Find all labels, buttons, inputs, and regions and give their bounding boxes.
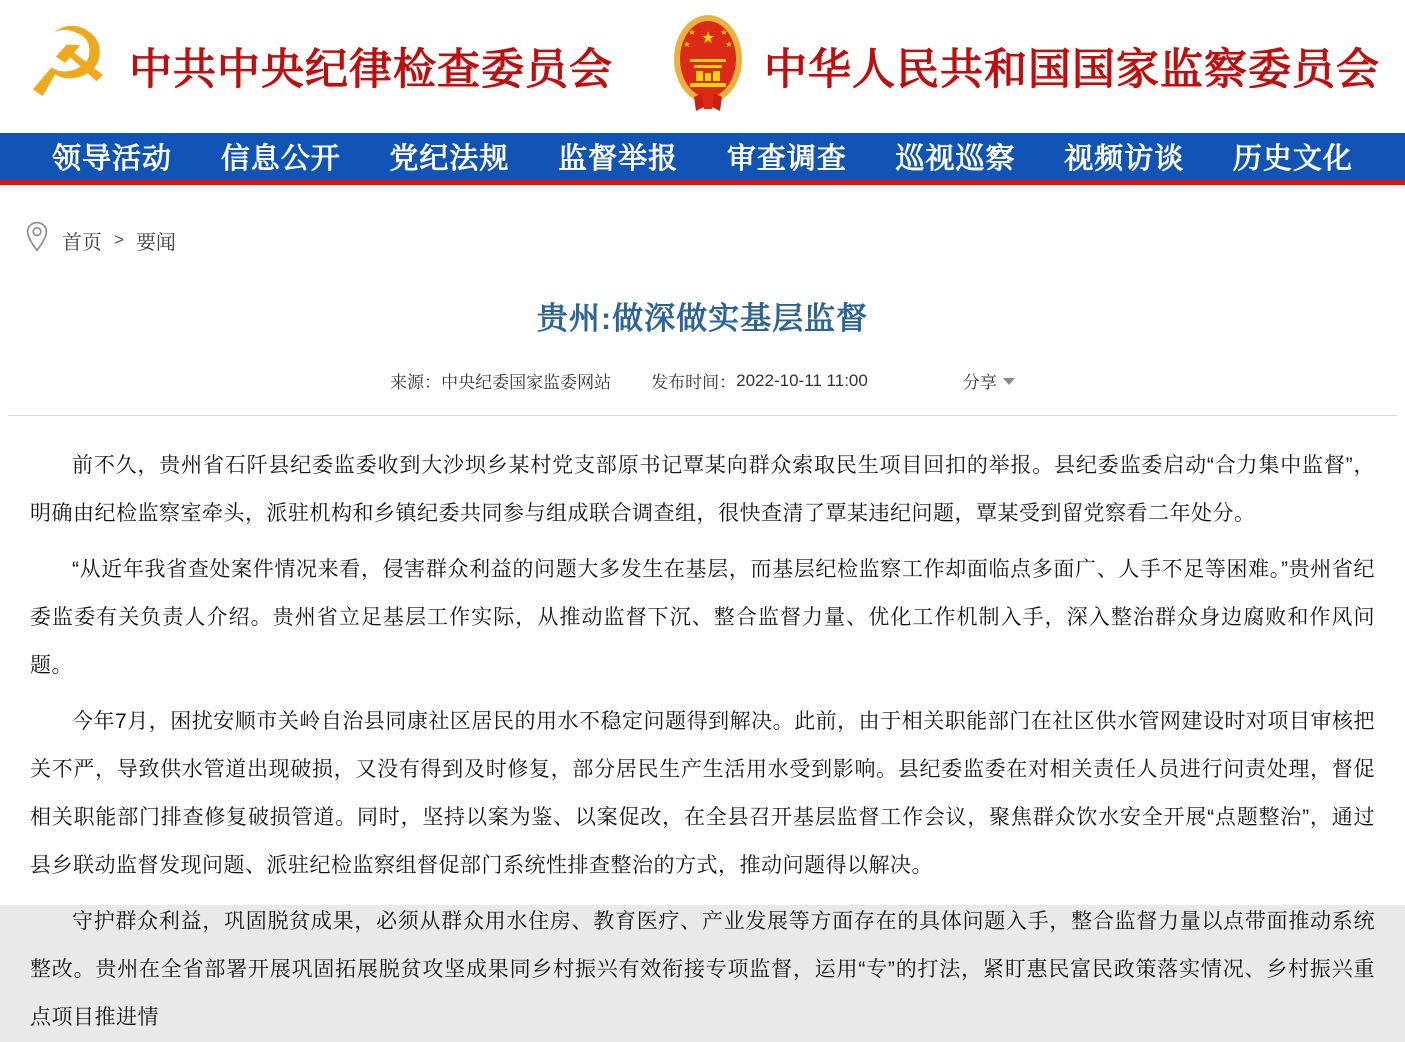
paragraph: 前不久，贵州省石阡县纪委监委收到大沙坝乡某村党支部原书记覃某向群众索取民生项目回扣的举报。县纪委监委启动“合力集中监督”，明确由纪检监察室牵头，派驻机构和乡镇纪委共同参与组成联合调查组，很快查清了覃某违纪问题，覃某受到留党察看二年处分。	[30, 454, 1375, 525]
paragraph: 守护群众利益，巩固脱贫成果，必须从群众用水住房、教育医疗、产业发展等方面存在的具体问题入手，整合监督力量以点带面推动系统整改。贵州在全省部署开展巩固拓展脱贫攻坚成果同乡村振兴有效衔接专项监督，运用“专”的打法，紧盯惠民富民政策落实情况、乡村振兴重点项目推进情	[30, 910, 1375, 1029]
article-meta	[0, 368, 1405, 393]
svg-text:★: ★	[725, 40, 733, 49]
national-emblem-icon	[670, 13, 746, 120]
svg-text:★: ★	[700, 30, 716, 47]
nsc-logo-group[interactable]	[670, 13, 1380, 120]
nav-item-supervision-report[interactable]: 监督举报	[558, 143, 679, 175]
breadcrumb	[0, 185, 1405, 259]
breadcrumb-home[interactable]: 首页	[62, 231, 102, 254]
svg-text:★: ★	[720, 28, 728, 37]
article-body	[0, 416, 1405, 1042]
source-value: 中央纪委国家监委网站	[441, 373, 612, 392]
location-pin-icon	[24, 221, 50, 259]
article	[0, 293, 1405, 1042]
ccdi-org-name: 中共中央纪律检查委员会	[129, 47, 614, 94]
main-nav	[0, 133, 1405, 185]
breadcrumb-current[interactable]: 要闻	[135, 231, 176, 254]
nav-item-inspection-tour[interactable]: 巡视巡察	[895, 143, 1016, 175]
nav-item-info-disclosure[interactable]: 信息公开	[220, 143, 341, 175]
chevron-down-icon	[1003, 378, 1015, 385]
ccdi-logo-group[interactable]	[25, 6, 614, 119]
breadcrumb-separator: >	[114, 230, 124, 249]
nav-item-review-investigation[interactable]: 审查调查	[726, 143, 847, 175]
publish-time-value: 2022-10-11 11:00	[736, 370, 868, 390]
paragraph: 今年7月，困扰安顺市关岭自治县同康社区居民的用水不稳定问题得到解决。此前，由于相关职能部门在社区供水管网建设时对项目审核把关不严，导致供水管道出现破损，又没有得到及时修复，部分居民生产生活用水受到影响。县纪委监委在对相关责任人员进行问责处理，督促相关职能部门排查修复破损管道。同时，坚持以案为鉴、以案促改，在全县召开基层监督工作会议，聚焦群众饮水安全开展“点题整治”，通过县乡联动监督发现问题、派驻纪检监察组督促部门系统性排查整治的方式，推动问题得以解决。	[30, 710, 1375, 877]
svg-text:★: ★	[683, 40, 691, 49]
nsc-org-name: 中华人民共和国国家监察委员会	[764, 47, 1380, 94]
nav-item-leadership[interactable]: 领导活动	[52, 143, 173, 175]
nav-item-video-interview[interactable]: 视频访谈	[1064, 143, 1185, 175]
page-title: 贵州:做深做实基层监督	[536, 301, 869, 336]
svg-text:★: ★	[688, 28, 696, 37]
publish-time-label: 发布时间：	[651, 373, 737, 392]
party-emblem-icon: ☭	[25, 6, 112, 119]
paragraph: “从近年我省查处案件情况来看，侵害群众利益的问题大多发生在基层，而基层纪检监察工作却面临点多面广、人手不足等困难。”贵州省纪委监委有关负责人介绍。贵州省立足基层工作实际，从推动监督下沉、整合监督力量、优化工作机制入手，深入整治群众身边腐败和作风问题。	[30, 558, 1375, 677]
nav-item-party-regulations[interactable]: 党纪法规	[389, 143, 510, 175]
nav-item-history-culture[interactable]: 历史文化	[1232, 143, 1353, 175]
site-header	[0, 0, 1405, 133]
source-label: 来源：	[390, 373, 442, 392]
share-button[interactable]	[963, 368, 1015, 393]
share-label: 分享	[962, 373, 997, 392]
